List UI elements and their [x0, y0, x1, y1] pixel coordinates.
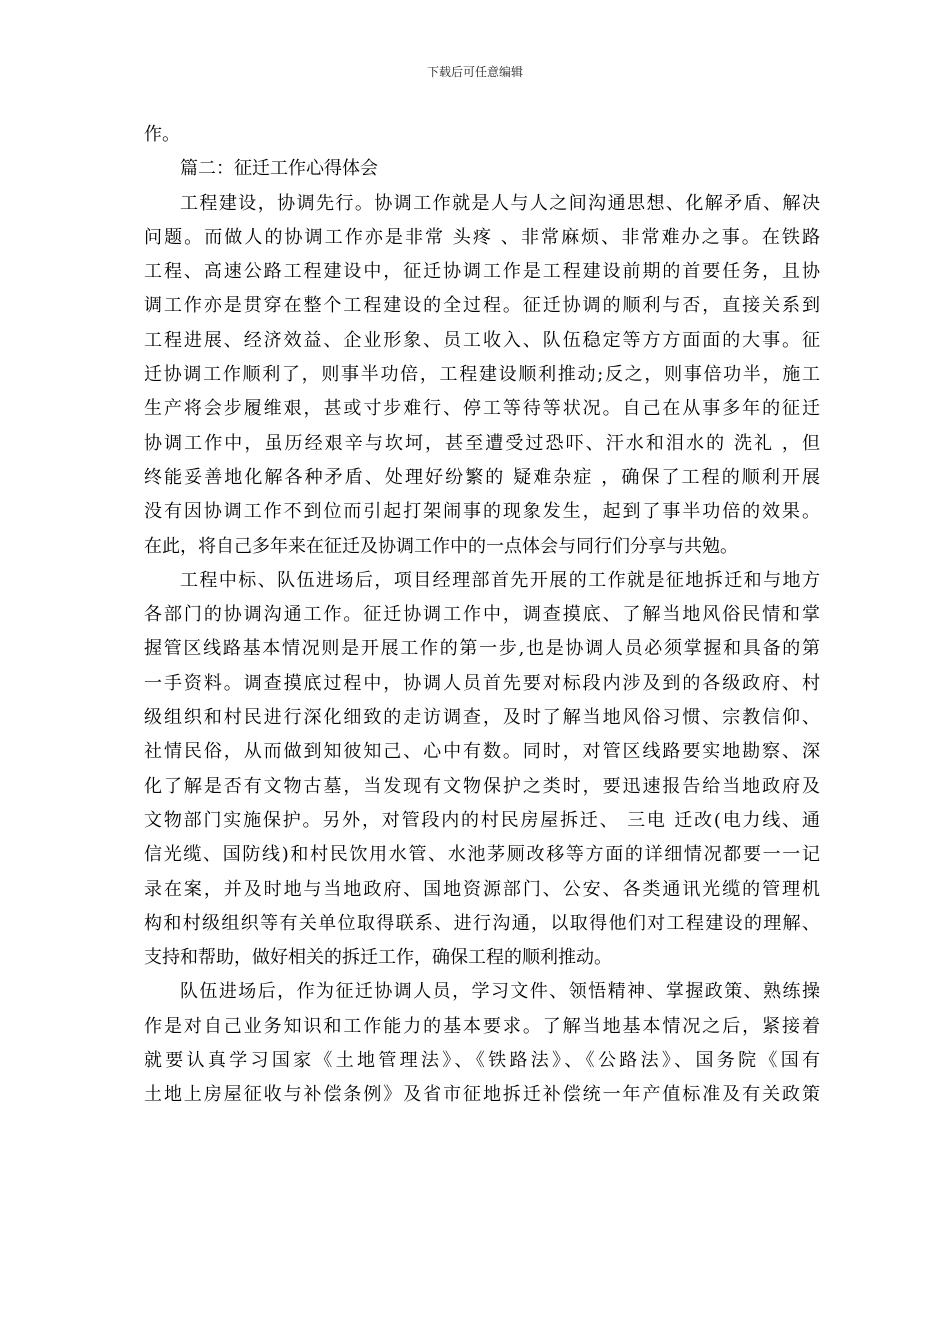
text-line: 社情民俗，从而做到知彼知己、心中有数。同时，对管区线路要实地勘察、深: [144, 741, 820, 763]
text-line: 迁协调工作顺利了，则事半功倍，工程建设顺利推动;反之，则事倍功半，施工: [144, 364, 820, 386]
text-line: 协调工作中，虽历经艰辛与坎坷，甚至遭受过恐吓、汗水和泪水的 洗礼 ，但: [144, 432, 820, 454]
text-line: 篇二：征迁工作心得体会: [180, 158, 378, 180]
text-line: 调工作亦是贯穿在整个工程建设的全过程。征迁协调的顺利与否，直接关系到: [144, 295, 820, 317]
page-header: 下载后可任意编辑: [426, 65, 523, 79]
text-line: 化了解是否有文物古墓，当发现有文物保护之类时，要迅速报告给当地政府及: [144, 775, 820, 797]
text-line: 工程、高速公路工程建设中，征迁协调工作是工程建设前期的首要任务，且协: [144, 261, 820, 283]
text-line: 级组织和村民进行深化细致的走访调查，及时了解当地风俗习惯、宗教信仰、: [144, 707, 820, 729]
text-line: 队伍进场后，作为征迁协调人员，学习文件、领悟精神、掌握政策、熟练操: [180, 981, 820, 1003]
text-line: 信光缆、国防线)和村民饮用水管、水池茅厕改移等方面的详细情况都要一一记: [144, 844, 820, 866]
text-line: 土地上房屋征收与补偿条例》及省市征地拆迁补偿统一年产值标准及有关政策: [144, 1084, 820, 1106]
text-line: 各部门的协调沟通工作。征迁协调工作中，调查摸底、了解当地风俗民情和掌: [144, 604, 820, 626]
text-line: 支持和帮助，做好相关的拆迁工作，确保工程的顺利推动。: [144, 947, 612, 969]
text-line: 没有因协调工作不到位而引起打架闹事的现象发生，起到了事半功倍的效果。: [144, 501, 820, 523]
text-line: 问题。而做人的协调工作亦是非常 头疼 、非常麻烦、非常难办之事。在铁路: [144, 226, 820, 248]
text-line: 握管区线路基本情况则是开展工作的第一步,也是协调人员必须掌握和具备的第: [144, 638, 820, 660]
text-line: 文物部门实施保护。另外，对管段内的村民房屋拆迁、 三电 迁改(电力线、通: [144, 809, 820, 831]
text-line: 工程中标、队伍进场后，项目经理部首先开展的工作就是征地拆迁和与地方: [180, 569, 820, 591]
text-line: 工程进展、经济效益、企业形象、员工收入、队伍稳定等方方面面的大事。征: [144, 329, 820, 351]
text-line: 工程建设，协调先行。协调工作就是人与人之间沟通思想、化解矛盾、解决: [180, 192, 820, 214]
text-line: 作。: [144, 124, 180, 145]
text-line: 生产将会步履维艰，甚或寸步难行、停工等待等状况。自己在从事多年的征迁: [144, 398, 820, 420]
text-line: 就要认真学习国家《土地管理法》、《铁路法》、《公路法》、国务院《国有: [144, 1050, 820, 1072]
text-line: 构和村级组织等有关单位取得联系、进行沟通，以取得他们对工程建设的理解、: [144, 912, 820, 934]
document-body: [144, 118, 820, 1113]
text-line: 录在案，并及时地与当地政府、国地资源部门、公安、各类通讯光缆的管理机: [144, 878, 820, 900]
text-line: 在此，将自己多年来在征迁及协调工作中的一点体会与同行们分享与共勉。: [144, 535, 738, 557]
text-line: 作是对自己业务知识和工作能力的基本要求。了解当地基本情况之后，紧接着: [144, 1015, 820, 1037]
text-line: 一手资料。调查摸底过程中，协调人员首先要对标段内涉及到的各级政府、村: [144, 672, 820, 694]
text-line: 终能妥善地化解各种矛盾、处理好纷繁的 疑难杂症 ，确保了工程的顺利开展: [144, 466, 820, 488]
